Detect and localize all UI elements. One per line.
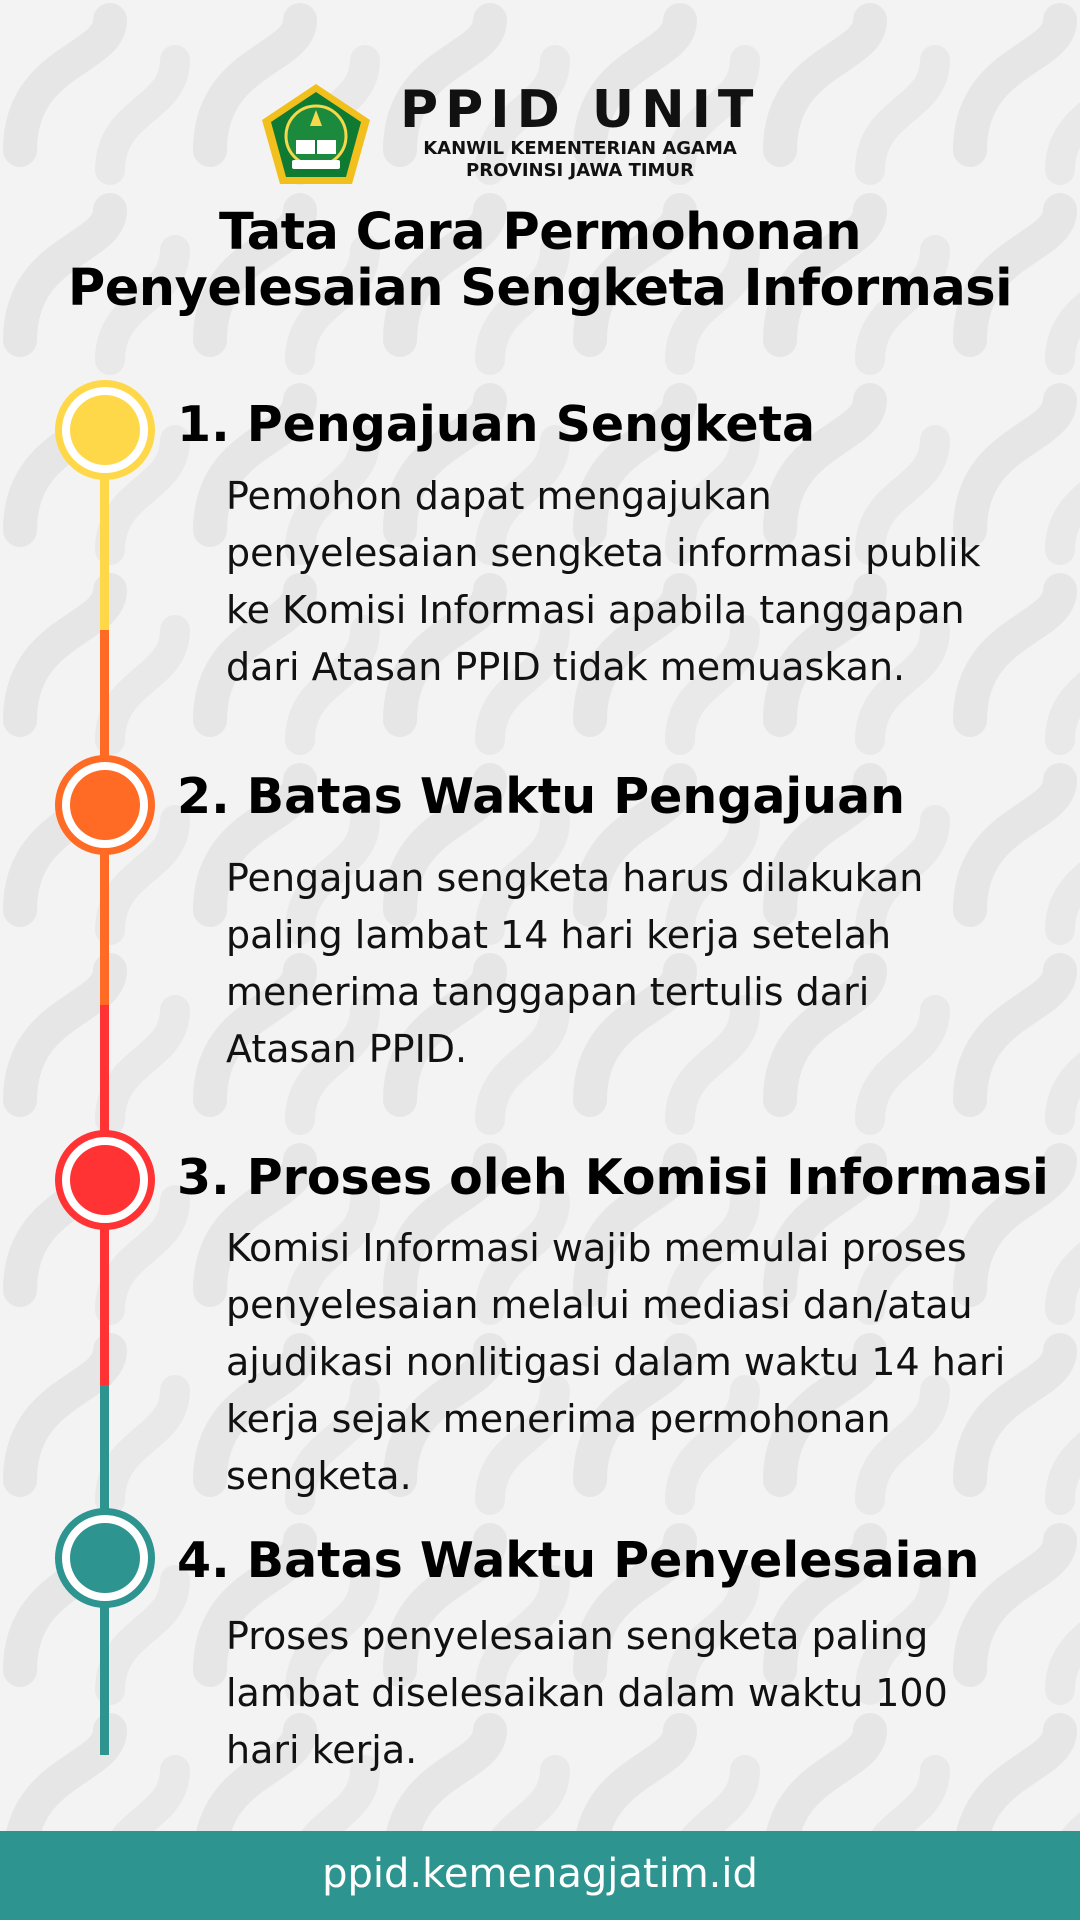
- step-2-marker-dot: [70, 770, 140, 840]
- kemenag-emblem-icon: [256, 80, 376, 190]
- step-3-line: kerja sejak menerima permohonan: [226, 1397, 891, 1441]
- step-1-line: dari Atasan PPID tidak memuaskan.: [226, 645, 906, 689]
- step-2-description: [226, 850, 1056, 1078]
- footer-bar: [0, 1831, 1080, 1920]
- step-4-title: 4. Batas Waktu Penyelesaian: [177, 1532, 980, 1589]
- step-1-marker: [55, 380, 155, 480]
- step-3-line: sengketa.: [226, 1454, 412, 1498]
- step-1-line: penyelesaian sengketa informasi publik: [226, 531, 981, 575]
- step-2-line: paling lambat 14 hari kerja setelah: [226, 913, 892, 957]
- step-1-description: [226, 468, 1056, 696]
- step-2-title: 2. Batas Waktu Pengajuan: [177, 768, 906, 825]
- page-title-line1: Tata Cara Permohonan: [218, 203, 862, 262]
- page-title-line2: Penyelesaian Sengketa Informasi: [67, 259, 1013, 318]
- timeline-segment-yellow: [100, 470, 109, 630]
- step-3-description: [226, 1220, 1056, 1505]
- step-2-line: menerima tanggapan tertulis dari: [226, 970, 870, 1014]
- step-4-marker-dot: [70, 1523, 140, 1593]
- step-4-line: Proses penyelesaian sengketa paling: [226, 1614, 929, 1658]
- step-3-marker-dot: [70, 1145, 140, 1215]
- step-1-title: 1. Pengajuan Sengketa: [177, 396, 816, 453]
- step-3-marker: [55, 1130, 155, 1230]
- step-1-marker-dot: [70, 395, 140, 465]
- step-4-description: [226, 1608, 1056, 1779]
- step-2-marker: [55, 755, 155, 855]
- step-4-line: lambat diselesaikan dalam waktu 100: [226, 1671, 948, 1715]
- step-3-line: penyelesaian melalui mediasi dan/atau: [226, 1283, 973, 1327]
- step-3-line: ajudikasi nonlitigasi dalam waktu 14 hari: [226, 1340, 1006, 1384]
- step-2-line: Pengajuan sengketa harus dilakukan: [226, 856, 924, 900]
- brand-subtitle-line1: KANWIL KEMENTERIAN AGAMA: [423, 138, 737, 159]
- step-4-marker: [55, 1508, 155, 1608]
- step-3-title: 3. Proses oleh Komisi Informasi: [177, 1149, 1049, 1206]
- step-2-line: Atasan PPID.: [226, 1027, 468, 1071]
- footer-url-link[interactable]: ppid.kemenagjatim.id: [322, 1851, 758, 1897]
- step-1-line: Pemohon dapat mengajukan: [226, 474, 772, 518]
- step-4-line: hari kerja.: [226, 1728, 418, 1772]
- step-3-line: Komisi Informasi wajib memulai proses: [226, 1226, 967, 1270]
- brand-title: PPID UNIT: [400, 80, 761, 140]
- step-1-line: ke Komisi Informasi apabila tanggapan: [226, 588, 965, 632]
- brand-subtitle-line2: PROVINSI JAWA TIMUR: [466, 160, 694, 181]
- timeline: [0, 0, 200, 1920]
